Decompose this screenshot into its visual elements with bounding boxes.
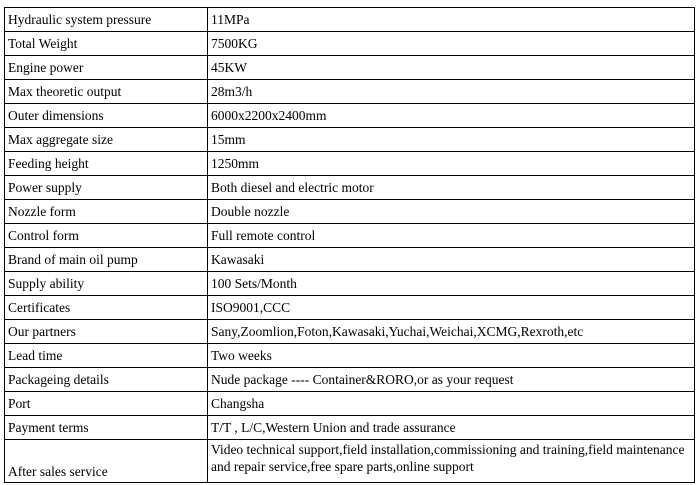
spec-label: Certificates <box>5 296 208 320</box>
spec-value: Nude package ---- Container&RORO,or as your request <box>208 368 695 392</box>
table-row <box>5 56 695 80</box>
spec-value: 28m3/h <box>208 80 695 104</box>
spec-value: Changsha <box>208 392 695 416</box>
table-row <box>5 104 695 128</box>
table-row <box>5 200 695 224</box>
spec-label: Outer dimensions <box>5 104 208 128</box>
table-row <box>5 80 695 104</box>
spec-table-body <box>5 8 695 483</box>
spec-label: Max aggregate size <box>5 128 208 152</box>
spec-value: 6000x2200x2400mm <box>208 104 695 128</box>
spec-label: Power supply <box>5 176 208 200</box>
spec-value: 100 Sets/Month <box>208 272 695 296</box>
table-row <box>5 128 695 152</box>
table-row <box>5 296 695 320</box>
spec-value: 11MPa <box>208 8 695 32</box>
table-row <box>5 416 695 440</box>
table-row <box>5 32 695 56</box>
spec-label: Payment terms <box>5 416 208 440</box>
table-row <box>5 344 695 368</box>
spec-label: Max theoretic output <box>5 80 208 104</box>
spec-label: After sales service <box>5 440 208 483</box>
spec-label: Control form <box>5 224 208 248</box>
table-row <box>5 8 695 32</box>
table-row <box>5 440 695 483</box>
table-row <box>5 320 695 344</box>
spec-value: Kawasaki <box>208 248 695 272</box>
spec-label: Port <box>5 392 208 416</box>
spec-label: Total Weight <box>5 32 208 56</box>
spec-value: T/T , L/C,Western Union and trade assurance <box>208 416 695 440</box>
table-row <box>5 224 695 248</box>
spec-value: 7500KG <box>208 32 695 56</box>
spec-value: Both diesel and electric motor <box>208 176 695 200</box>
spec-label: Engine power <box>5 56 208 80</box>
table-row <box>5 368 695 392</box>
table-row <box>5 272 695 296</box>
table-row <box>5 248 695 272</box>
spec-value: Video technical support,field installation,commissioning and training,field maintenance and repair service,free spare parts,online support <box>208 440 695 483</box>
spec-value: Double nozzle <box>208 200 695 224</box>
spec-value: Full remote control <box>208 224 695 248</box>
spec-value: 45KW <box>208 56 695 80</box>
spec-value: Sany,Zoomlion,Foton,Kawasaki,Yuchai,Weichai,XCMG,Rexroth,etc <box>208 320 695 344</box>
spec-value: 15mm <box>208 128 695 152</box>
spec-label: Packageing details <box>5 368 208 392</box>
table-row <box>5 392 695 416</box>
spec-value: Two weeks <box>208 344 695 368</box>
spec-label: Supply ability <box>5 272 208 296</box>
table-row <box>5 152 695 176</box>
spec-label: Nozzle form <box>5 200 208 224</box>
spec-label: Hydraulic system pressure <box>5 8 208 32</box>
spec-label: Feeding height <box>5 152 208 176</box>
spec-label: Lead time <box>5 344 208 368</box>
spec-value: ISO9001,CCC <box>208 296 695 320</box>
table-row <box>5 176 695 200</box>
spec-table <box>4 7 695 483</box>
spec-value: 1250mm <box>208 152 695 176</box>
spec-label: Our partners <box>5 320 208 344</box>
spec-label: Brand of main oil pump <box>5 248 208 272</box>
